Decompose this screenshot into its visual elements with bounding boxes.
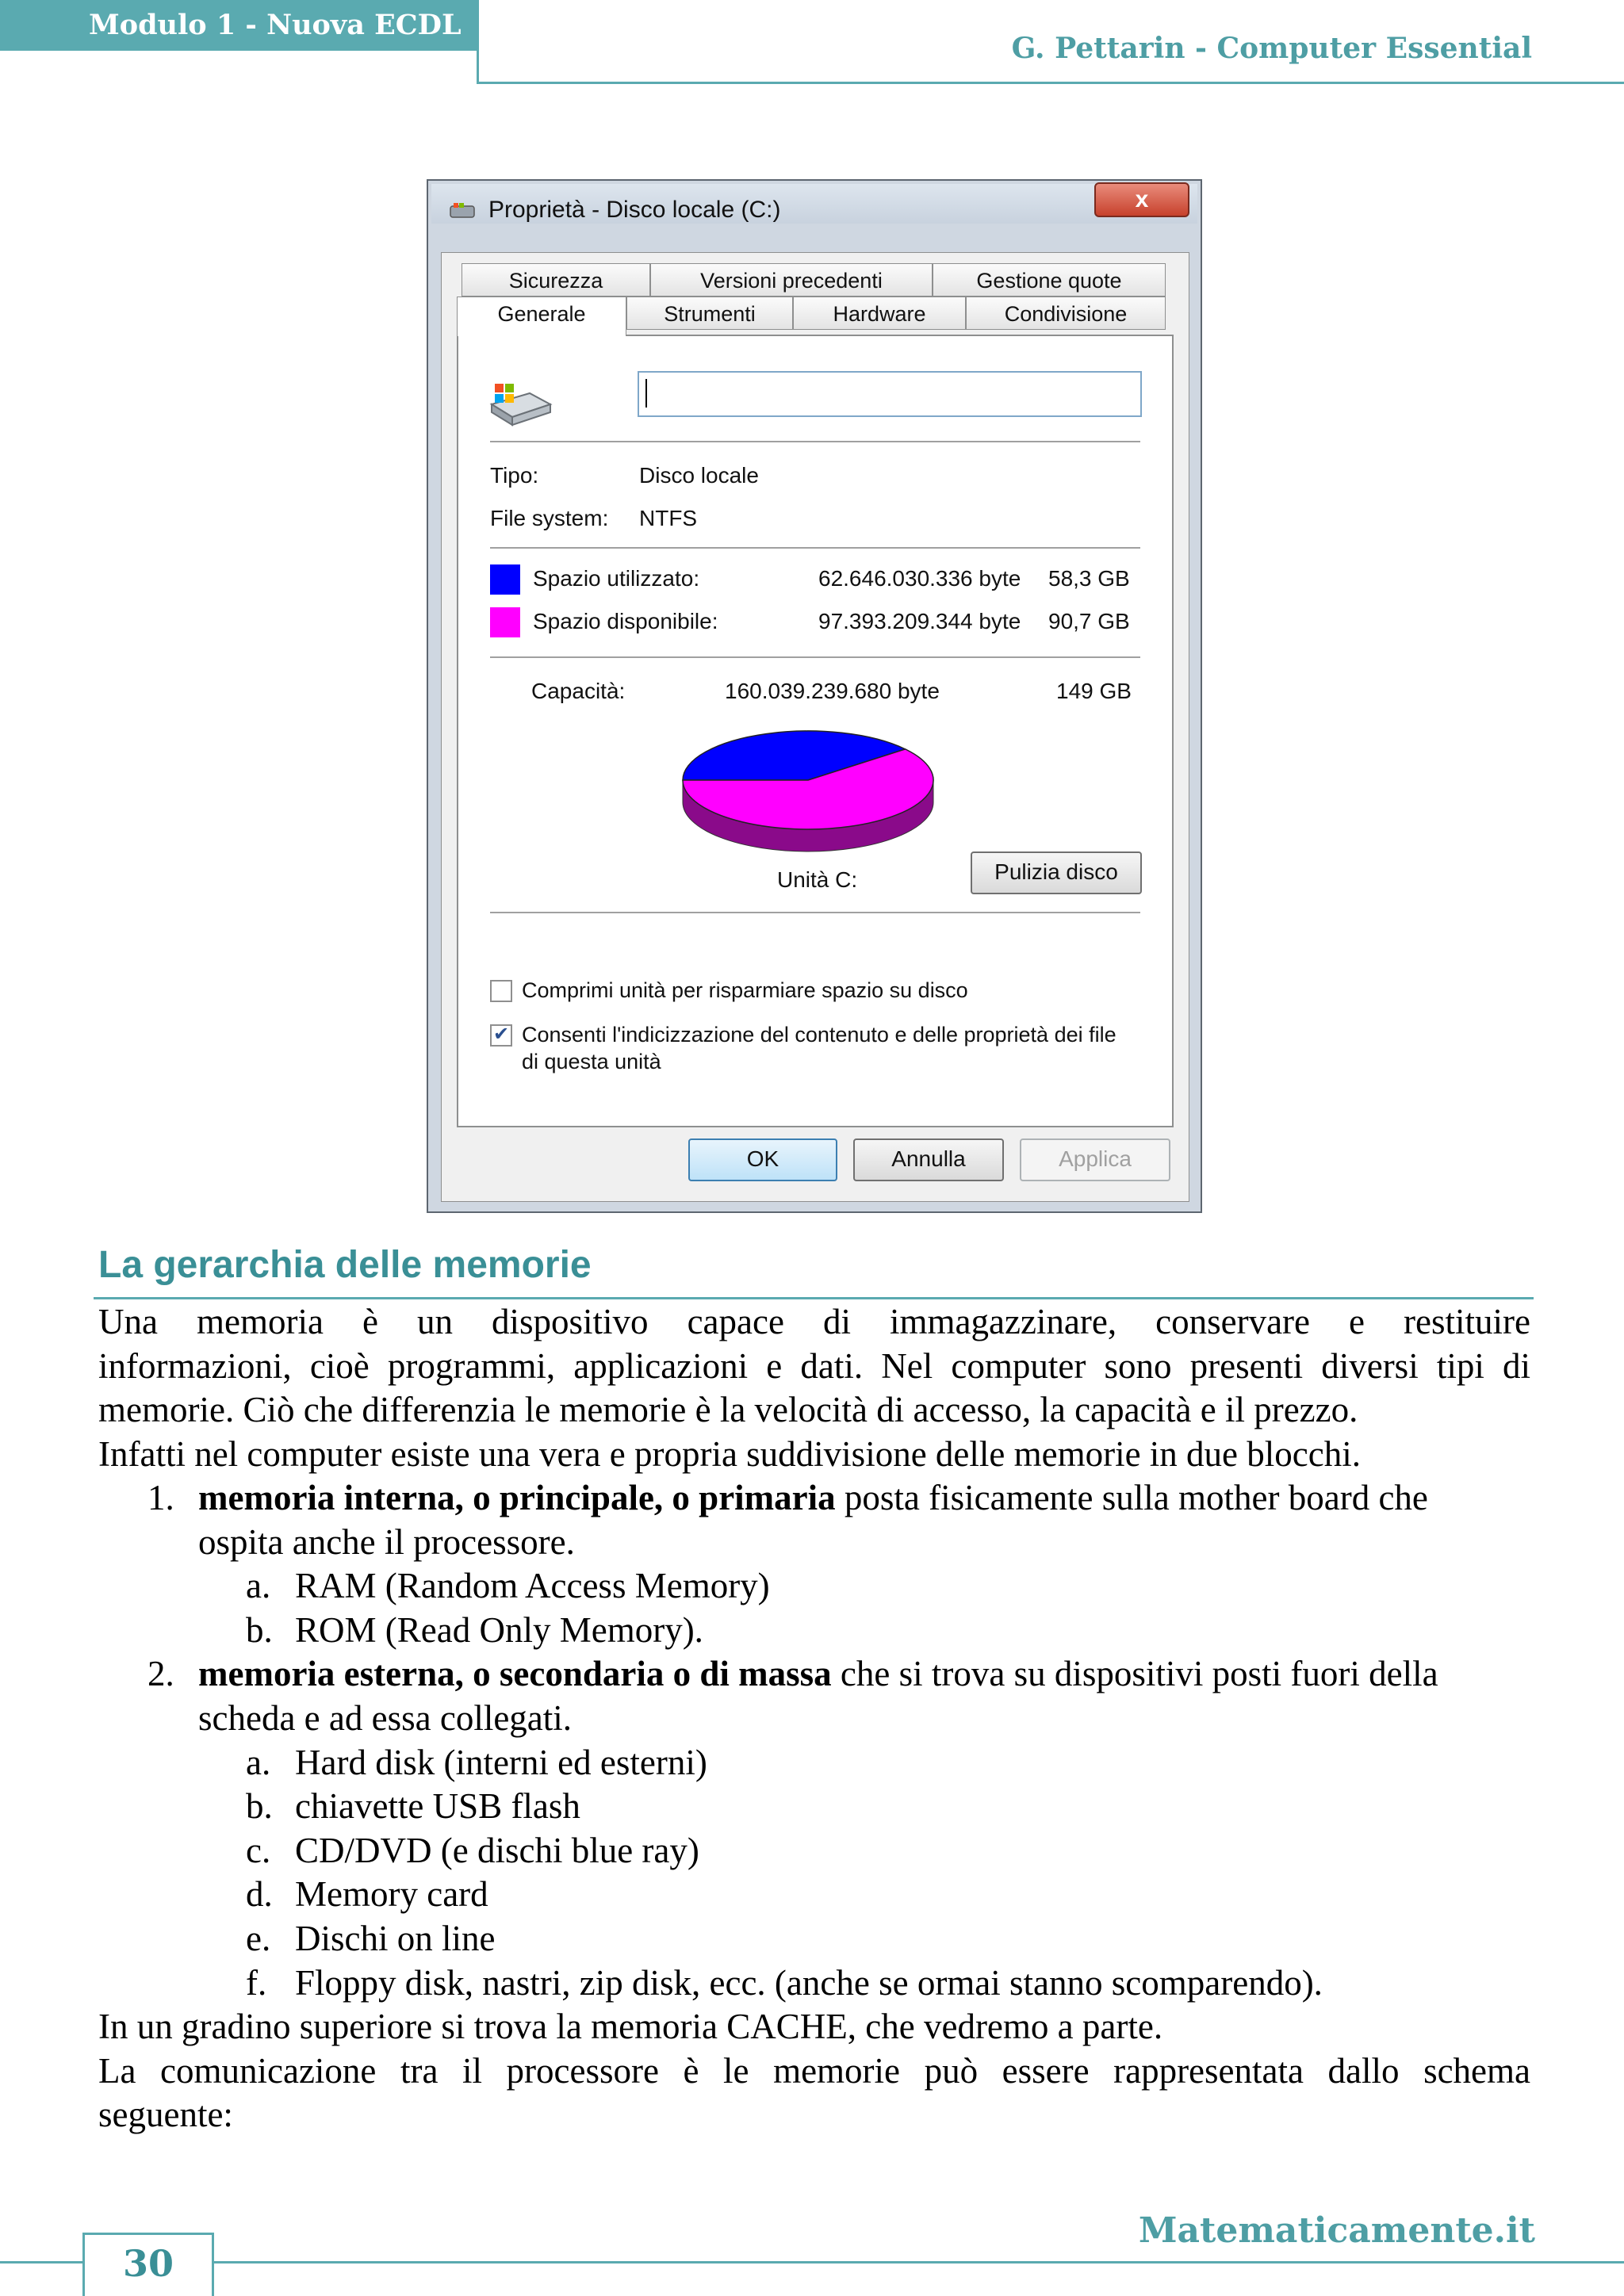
cancel-button[interactable]: Annulla [853, 1138, 1004, 1181]
sublist-letter: b. [246, 1610, 273, 1650]
paragraph-line: Infatti nel computer esiste una vera e propria suddivisione delle memorie in due blocchi. [98, 1434, 1361, 1474]
capacity-bytes: 160.039.239.680 byte [725, 679, 940, 703]
divider [490, 441, 1140, 442]
sublist-item: Dischi on line [295, 1919, 496, 1958]
divider [490, 912, 1140, 913]
sublist-item: chiavette USB flash [295, 1786, 580, 1826]
list-number: 1. [147, 1478, 174, 1517]
disk-usage-pie-chart [677, 723, 939, 859]
properties-dialog [427, 179, 1202, 1213]
tab-generale[interactable]: Generale [457, 297, 626, 336]
dialog-titlebar [431, 184, 1197, 224]
index-checkbox[interactable]: ✔ [490, 1024, 512, 1047]
sublist-letter: e. [246, 1919, 271, 1958]
divider [490, 547, 1140, 549]
close-button[interactable]: x [1094, 182, 1189, 217]
hard-disk-icon [487, 377, 553, 428]
sublist-item: ROM (Read Only Memory). [295, 1610, 703, 1650]
drive-icon [449, 201, 476, 220]
free-space-bytes: 97.393.209.344 byte [818, 609, 1021, 633]
list-number: 2. [147, 1654, 174, 1693]
header-module-tab: Modulo 1 - Nuova ECDL [0, 0, 477, 51]
used-space-bytes: 62.646.030.336 byte [818, 566, 1021, 591]
index-label-line2: di questa unità [522, 1050, 661, 1073]
paragraph-line: Una memoria è un dispositivo capace di immagazzinare, conservare e restituire [98, 1302, 1530, 1341]
sublist-letter: b. [246, 1786, 273, 1826]
type-value: Disco locale [639, 463, 759, 488]
sublist-letter: a. [246, 1743, 271, 1782]
used-space-swatch [490, 564, 520, 595]
ok-button[interactable]: OK [688, 1138, 837, 1181]
page-number: 30 [122, 2242, 174, 2285]
dialog-title: Proprietà - Disco locale (C:) [488, 197, 781, 223]
sublist-item: Floppy disk, nastri, zip disk, ecc. (anche se ormai stanno scomparendo). [295, 1963, 1323, 2003]
paragraph-line: In un gradino superiore si trova la memoria CACHE, che vedremo a parte. [98, 2007, 1163, 2046]
drive-letter-label: Unità C: [777, 867, 858, 892]
compress-checkbox[interactable] [490, 980, 512, 1002]
section-title: La gerarchia delle memorie [98, 1244, 592, 1286]
compress-label: Comprimi unità per risparmiare spazio su disco [522, 978, 968, 1002]
tab-condivisione[interactable]: Condivisione [966, 297, 1166, 330]
header-title-box [477, 0, 1624, 84]
tab-sicurezza[interactable]: Sicurezza [462, 263, 650, 297]
list-item-continuation: ospita anche il processore. [198, 1522, 575, 1562]
list-item-text: posta fisicamente sulla mother board che [835, 1478, 1428, 1517]
list-item-continuation: scheda e ad essa collegati. [198, 1698, 573, 1738]
text-caret [645, 379, 647, 408]
used-space-gb: 58,3 GB [1048, 566, 1130, 591]
drive-name-input[interactable] [638, 371, 1142, 417]
tab-strumenti[interactable]: Strumenti [626, 297, 793, 330]
section-rule [94, 1297, 1534, 1299]
used-space-label: Spazio utilizzato: [533, 566, 700, 591]
paragraph-line: memorie. Ciò che differenzia le memorie è la velocità di accesso, la capacità e il prezzo. [98, 1390, 1358, 1429]
type-label: Tipo: [490, 463, 539, 488]
sublist-letter: d. [246, 1874, 273, 1914]
list-item [198, 1652, 1438, 1697]
apply-button[interactable]: Applica [1020, 1138, 1170, 1181]
tab-versioni-precedenti[interactable]: Versioni precedenti [650, 263, 933, 297]
paragraph-line: La comunicazione tra il processore è le memorie può essere rappresentata dallo schema [98, 2051, 1530, 2091]
footer-rule-left [0, 2261, 84, 2263]
filesystem-value: NTFS [639, 506, 698, 530]
list-item-text: che si trova su dispositivi posti fuori della [831, 1654, 1438, 1693]
footer-site: Matematicamente.it [1138, 2210, 1535, 2251]
divider [490, 656, 1140, 658]
sublist-item: Memory card [295, 1874, 488, 1914]
sublist-item: Hard disk (interni ed esterni) [295, 1743, 707, 1782]
filesystem-label: File system: [490, 506, 609, 530]
disk-cleanup-button[interactable]: Pulizia disco [971, 851, 1142, 894]
tab-gestione-quote[interactable]: Gestione quote [933, 263, 1166, 297]
list-item [198, 1476, 1530, 1521]
capacity-label: Capacità: [531, 679, 626, 703]
list-item-bold: memoria esterna, o secondaria o di massa [198, 1654, 832, 1693]
sublist-item: CD/DVD (e dischi blue ray) [295, 1831, 699, 1870]
sublist-letter: c. [246, 1831, 271, 1870]
free-space-label: Spazio disponibile: [533, 609, 718, 633]
sublist-letter: a. [246, 1566, 271, 1605]
paragraph-line: seguente: [98, 2095, 233, 2134]
capacity-gb: 149 GB [1056, 679, 1132, 703]
list-item-bold: memoria interna, o principale, o primaria [198, 1478, 836, 1517]
free-space-gb: 90,7 GB [1048, 609, 1130, 633]
sublist-item: RAM (Random Access Memory) [295, 1566, 770, 1605]
header-author-title: G. Pettarin - Computer Essential [1011, 32, 1532, 65]
index-label-line1: Consenti l'indicizzazione del contenuto e delle proprietà dei file [522, 1023, 1116, 1047]
tab-hardware[interactable]: Hardware [793, 297, 966, 330]
general-panel [457, 335, 1174, 1127]
paragraph-line: informazioni, cioè programmi, applicazioni e dati. Nel computer sono presenti diversi tipi di [98, 1346, 1530, 1386]
sublist-letter: f. [246, 1963, 267, 2003]
footer-rule [214, 2261, 1624, 2263]
free-space-swatch [490, 607, 520, 637]
